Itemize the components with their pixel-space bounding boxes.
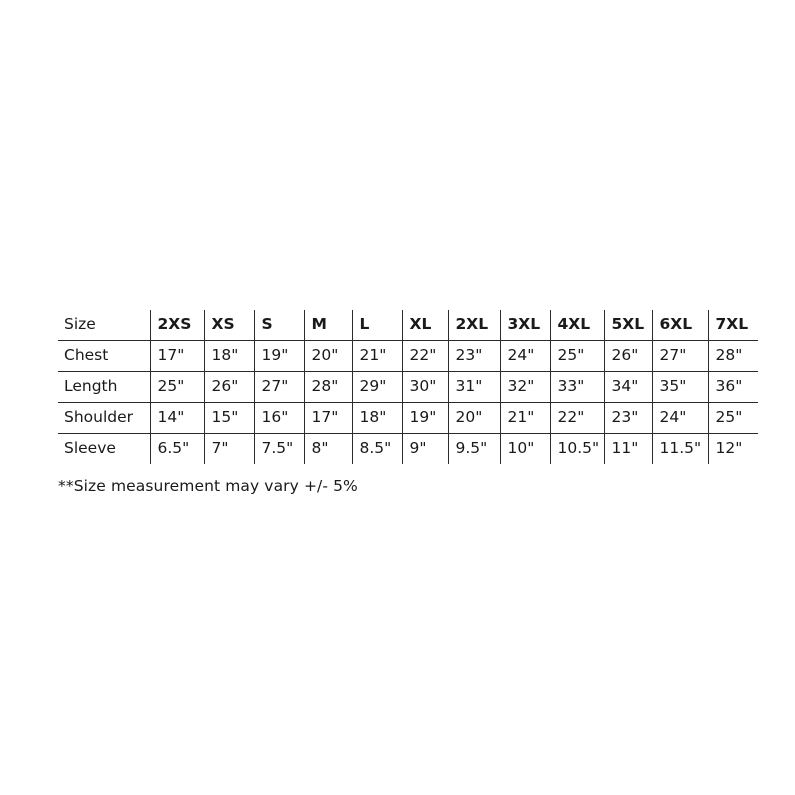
cell-shoulder-xs: 15" bbox=[204, 402, 254, 433]
size-chart-container bbox=[58, 310, 749, 464]
cell-chest-5xl: 26" bbox=[604, 340, 652, 371]
cell-sleeve-3xl: 10" bbox=[500, 433, 550, 463]
cell-length-2xl: 31" bbox=[448, 371, 500, 402]
cell-shoulder-xl: 19" bbox=[402, 402, 448, 433]
cell-shoulder-s: 16" bbox=[254, 402, 304, 433]
cell-chest-xs: 18" bbox=[204, 340, 254, 371]
row-header-chest: Chest bbox=[58, 340, 150, 371]
cell-sleeve-m: 8" bbox=[304, 433, 352, 463]
column-header-2xs: 2XS bbox=[150, 310, 204, 340]
column-header-2xl: 2XL bbox=[448, 310, 500, 340]
cell-shoulder-l: 18" bbox=[352, 402, 402, 433]
cell-chest-4xl: 25" bbox=[550, 340, 604, 371]
column-header-6xl: 6XL bbox=[652, 310, 708, 340]
cell-shoulder-2xl: 20" bbox=[448, 402, 500, 433]
cell-shoulder-6xl: 24" bbox=[652, 402, 708, 433]
cell-shoulder-m: 17" bbox=[304, 402, 352, 433]
column-header-m: M bbox=[304, 310, 352, 340]
size-measurement-footnote: **Size measurement may vary +/- 5% bbox=[58, 477, 358, 495]
column-header-size: Size bbox=[58, 310, 150, 340]
cell-sleeve-5xl: 11" bbox=[604, 433, 652, 463]
row-header-length: Length bbox=[58, 371, 150, 402]
cell-sleeve-xl: 9" bbox=[402, 433, 448, 463]
cell-chest-s: 19" bbox=[254, 340, 304, 371]
cell-chest-6xl: 27" bbox=[652, 340, 708, 371]
cell-sleeve-l: 8.5" bbox=[352, 433, 402, 463]
cell-chest-2xl: 23" bbox=[448, 340, 500, 371]
cell-length-l: 29" bbox=[352, 371, 402, 402]
table-body bbox=[58, 340, 758, 463]
column-header-xs: XS bbox=[204, 310, 254, 340]
cell-length-3xl: 32" bbox=[500, 371, 550, 402]
cell-sleeve-s: 7.5" bbox=[254, 433, 304, 463]
row-header-sleeve: Sleeve bbox=[64, 438, 116, 457]
table-row bbox=[58, 402, 758, 433]
column-header-s: S bbox=[254, 310, 304, 340]
cell-chest-l: 21" bbox=[352, 340, 402, 371]
cell-sleeve-6xl: 11.5" bbox=[652, 433, 708, 463]
cell-sleeve-2xs: 6.5" bbox=[150, 433, 204, 463]
table-row bbox=[58, 340, 758, 371]
cell-length-6xl: 35" bbox=[652, 371, 708, 402]
cell-chest-m: 20" bbox=[304, 340, 352, 371]
column-header-3xl: 3XL bbox=[500, 310, 550, 340]
cell-length-xs: 26" bbox=[204, 371, 254, 402]
row-header-shoulder: Shoulder bbox=[58, 402, 150, 433]
cell-sleeve-4xl: 10.5" bbox=[550, 433, 604, 463]
cell-chest-2xs: 17" bbox=[150, 340, 204, 371]
cell-length-s: 27" bbox=[254, 371, 304, 402]
cell-length-m: 28" bbox=[304, 371, 352, 402]
cell-length-2xs: 25" bbox=[150, 371, 204, 402]
table-header bbox=[58, 310, 758, 340]
cell-chest-7xl: 28" bbox=[708, 340, 758, 371]
column-header-4xl: 4XL bbox=[550, 310, 604, 340]
cell-shoulder-7xl: 25" bbox=[708, 402, 758, 433]
size-chart-table bbox=[58, 310, 758, 464]
cell-shoulder-3xl: 21" bbox=[500, 402, 550, 433]
table-row bbox=[58, 433, 758, 463]
table-header-row bbox=[58, 310, 758, 340]
column-header-7xl: 7XL bbox=[708, 310, 758, 340]
cell-length-4xl: 33" bbox=[550, 371, 604, 402]
cell-sleeve-xs: 7" bbox=[204, 433, 254, 463]
cell-length-xl: 30" bbox=[402, 371, 448, 402]
cell-sleeve-7xl: 12" bbox=[708, 433, 758, 463]
cell-chest-3xl: 24" bbox=[500, 340, 550, 371]
column-header-l: L bbox=[352, 310, 402, 340]
cell-shoulder-2xs: 14" bbox=[150, 402, 204, 433]
cell-chest-xl: 22" bbox=[402, 340, 448, 371]
column-header-xl: XL bbox=[402, 310, 448, 340]
cell-length-5xl: 34" bbox=[604, 371, 652, 402]
cell-shoulder-5xl: 23" bbox=[604, 402, 652, 433]
table-row bbox=[58, 371, 758, 402]
cell-length-7xl: 36" bbox=[708, 371, 758, 402]
cell-shoulder-4xl: 22" bbox=[550, 402, 604, 433]
cell-sleeve-2xl: 9.5" bbox=[448, 433, 500, 463]
column-header-5xl: 5XL bbox=[604, 310, 652, 340]
